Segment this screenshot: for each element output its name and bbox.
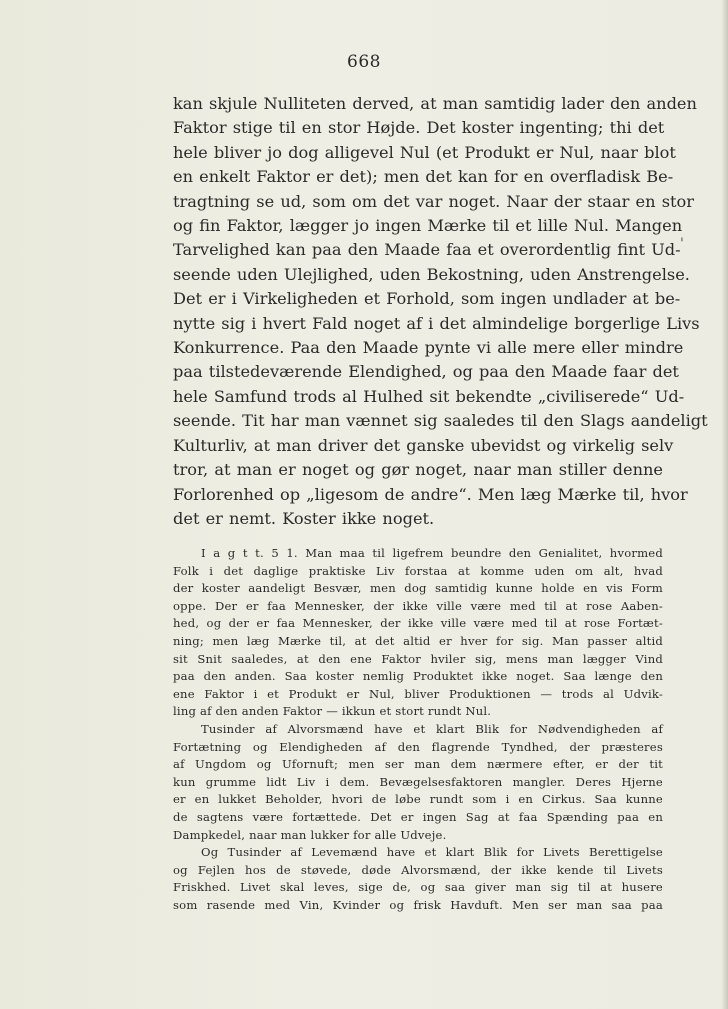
note-line: er en lukket Beholder, hvori de løbe rundt som i en Cirkus. Saa kunne: [173, 792, 663, 807]
text-line: kan skjule Nulliteten derved, at man samtidig lader den anden: [173, 94, 697, 113]
text-line: Konkurrence. Paa den Maade pynte vi alle mere eller mindre: [173, 338, 684, 358]
note-section: [173, 545, 663, 914]
note-line: oppe. Der er faa Mennesker, der ikke ville være med til at rose Aaben-: [173, 598, 663, 613]
text-line: paa tilstedeværende Elendighed, og paa den Maade faar det: [173, 362, 679, 382]
text-line: hele bliver jo dog alligevel Nul (et Produkt er Nul, naar blot: [173, 142, 676, 162]
text-line: det er nemt. Koster ikke noget.: [173, 508, 435, 528]
stray-mark: ': [680, 236, 684, 252]
text-line: Det er i Virkeligheden et Forhold, som ingen undlader at be-: [173, 289, 681, 309]
text-line: seende. Tit har man vænnet sig saaledes til den Slags aandeligt: [173, 411, 708, 431]
text-line: Faktor stige til en stor Højde. Det koster ingenting; thi det: [173, 118, 665, 138]
note-line: Friskhed. Livet skal leves, sige de, og saa giver man sig til at husere: [173, 880, 663, 895]
note-line: som rasende med Vin, Kvinder og frisk Havduft. Men ser man saa paa: [173, 897, 663, 912]
note-line: I a g t t. 5 1. Man maa til ligefrem beundre den Genialitet, hvormed: [201, 546, 663, 560]
note-line: ling af den anden Faktor — ikkun et stort rundt Nul.: [173, 704, 492, 719]
note-line: Og Tusinder af Levemænd have et klart Blik for Livets Berettigelse: [201, 845, 663, 860]
note-line: paa den anden. Saa koster nemlig Produktet ikke noget. Saa længe den: [173, 669, 663, 684]
note-line: Tusinder af Alvorsmænd have et klart Blik for Nødvendigheden af: [201, 721, 663, 736]
note-line: de sagtens være fortættede. Det er ingen Sag at faa Spænding paa en: [173, 809, 663, 824]
text-line: seende uden Ulejlighed, uden Bekostning, uden Anstrengelse.: [173, 264, 690, 284]
text-line: tragtning se ud, som om det var noget. Naar der staar en stor: [173, 191, 694, 211]
page-edge: [722, 0, 728, 1009]
text-line: Forlorenhed op „ligesom de andre“. Men læg Mærke til, hvor: [173, 484, 688, 504]
text-line: en enkelt Faktor er det); men det kan for en overfladisk Be-: [173, 167, 674, 187]
note-line: Folk i det daglige praktiske Liv forstaa at komme uden om alt, hvad: [173, 563, 663, 578]
text-line: tror, at man er noget og gør noget, naar man stiller denne: [173, 460, 663, 480]
text-line: hele Samfund trods al Hulhed sit bekendte „civiliserede“ Ud-: [173, 386, 685, 406]
note-line: ning; men læg Mærke til, at det altid er hver for sig. Man passer altid: [173, 633, 663, 648]
note-line: hed, og der er faa Mennesker, der ikke ville være med til at rose Fortæt-: [173, 616, 663, 631]
text-line: og fin Faktor, lægger jo ingen Mærke til et lille Nul. Mangen: [173, 216, 683, 236]
note-line: og Fejlen hos de støvede, døde Alvorsmænd, der ikke kende til Livets: [173, 862, 663, 877]
note-line: kun grumme lidt Liv i dem. Bevægelsesfaktoren mangler. Deres Hjerne: [173, 774, 663, 789]
main-paragraph: [173, 92, 708, 531]
text-line: Tarvelighed kan paa den Maade faa et overordentlig fint Ud-: [173, 240, 681, 260]
note-line: af Ungdom og Ufornuft; men ser man dem nærmere efter, er der tit: [173, 757, 663, 772]
note-line: der koster aandeligt Besvær, men dog samtidig kunne holde en vis Form: [173, 581, 663, 596]
note-line: Dampkedel, naar man lukker for alle Udveje.: [173, 827, 447, 842]
note-line: sit Snit saaledes, at den ene Faktor hviler sig, mens man lægger Vind: [173, 651, 663, 666]
page-number: 668: [347, 52, 381, 72]
text-line: Kulturliv, at man driver det ganske ubevidst og virkelig selv: [173, 435, 674, 455]
note-line: Fortætning og Elendigheden af den flagrende Tyndhed, der præsteres: [173, 739, 663, 754]
text-line: nytte sig i hvert Fald noget af i det almindelige borgerlige Livs: [173, 313, 700, 333]
note-line: ene Faktor i et Produkt er Nul, bliver Produktionen — trods al Udvik-: [173, 686, 663, 701]
